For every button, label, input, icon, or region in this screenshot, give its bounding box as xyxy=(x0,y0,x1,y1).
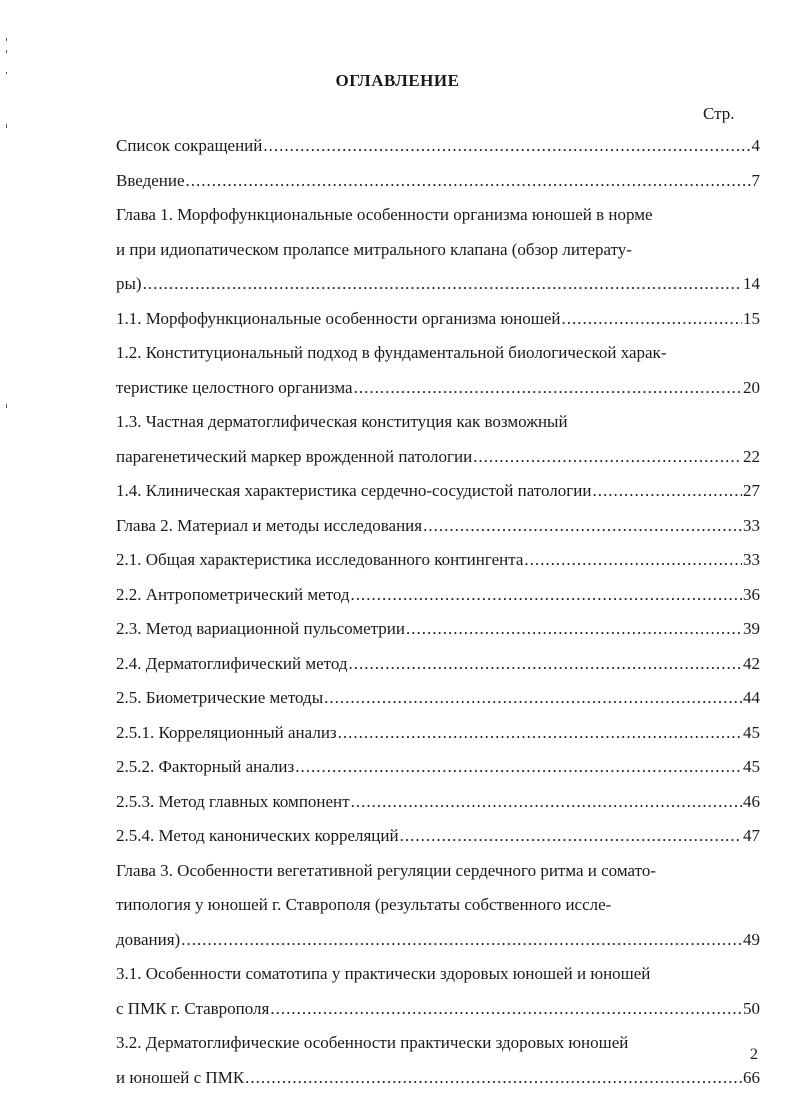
leader-dots xyxy=(351,790,742,814)
toc-entry[interactable] xyxy=(116,1066,760,1090)
toc-entry[interactable] xyxy=(116,686,760,710)
leader-dots xyxy=(263,134,750,158)
toc-entry-text: 2.5.2. Факторный анализ xyxy=(116,757,295,776)
toc-entry[interactable] xyxy=(116,755,760,779)
leader-dots xyxy=(592,479,742,503)
toc-entry-continued-line xyxy=(116,410,568,434)
page-column-label: Стр. xyxy=(703,104,735,123)
toc-entry-text: 1.4. Клиническая характеристика сердечно-сосудистой патологии xyxy=(116,481,592,500)
toc-page-number: 14 xyxy=(743,274,760,293)
scan-mark xyxy=(6,404,7,408)
leader-dots xyxy=(338,721,742,745)
toc-entry-text: с ПМК г. Ставрополя xyxy=(116,998,270,1018)
toc-entry[interactable] xyxy=(116,376,760,400)
toc-entry-continued-line xyxy=(116,203,653,227)
leader-dots xyxy=(324,686,742,710)
toc-page-number: 47 xyxy=(743,826,760,845)
toc-entry-continued-line xyxy=(116,341,666,365)
toc-page-number: 49 xyxy=(743,929,760,949)
toc-entry-text: дования) xyxy=(116,929,181,949)
leader-dots xyxy=(524,548,742,572)
toc-entry-text: 2.3. Метод вариационной пульсометрии xyxy=(116,619,405,638)
leader-dots xyxy=(143,272,742,296)
toc-page-number: 39 xyxy=(743,619,760,638)
toc-page-number: 33 xyxy=(743,515,760,535)
toc-entry[interactable] xyxy=(116,997,760,1021)
toc-entry[interactable] xyxy=(116,169,760,193)
toc-entry-text: Глава 3. Особенности вегетативной регуляции сердечного ритма и сомато- xyxy=(116,860,656,880)
toc-entry-text: 3.1. Особенности соматотипа у практически здоровых юношей и юношей xyxy=(116,964,651,983)
toc-entry-continued-line xyxy=(116,859,656,883)
toc-entry[interactable] xyxy=(116,548,760,572)
toc-page-number: 66 xyxy=(743,1067,760,1087)
leader-dots xyxy=(473,445,742,469)
scan-mark xyxy=(6,50,7,53)
toc-entry-text: и при идиопатическом пролапсе митрального клапана (обзор литерату- xyxy=(116,239,632,259)
toc-entry[interactable] xyxy=(116,445,760,469)
toc-entry-text: ры) xyxy=(116,274,142,293)
toc-page-number: 20 xyxy=(743,377,760,397)
toc-entry[interactable] xyxy=(116,617,760,641)
leader-dots xyxy=(400,824,742,848)
toc-entry-text: Введение xyxy=(116,170,185,190)
toc-page-number: 15 xyxy=(743,308,760,328)
toc-page-number: 45 xyxy=(743,757,760,776)
toc-entry[interactable] xyxy=(116,272,760,296)
toc-entry-text: 3.2. Дерматоглифические особенности практически здоровых юношей xyxy=(116,1033,629,1052)
toc-entry-continued-line xyxy=(116,238,632,262)
toc-entry-text: и юношей с ПМК xyxy=(116,1067,245,1087)
toc-entry[interactable] xyxy=(116,307,760,331)
toc-page-number: 36 xyxy=(743,584,760,604)
scan-mark xyxy=(6,72,7,74)
leader-dots xyxy=(423,514,742,538)
leader-dots xyxy=(270,997,742,1021)
toc-page-number: 22 xyxy=(743,446,760,466)
toc-page-number: 42 xyxy=(743,653,760,673)
toc-page-number: 50 xyxy=(743,998,760,1018)
scan-mark xyxy=(6,124,7,128)
scan-mark xyxy=(6,38,7,41)
toc-entry-text: 2.1. Общая характеристика исследованного контингента xyxy=(116,550,524,569)
toc-entry-text: 2.5.3. Метод главных компонент xyxy=(116,791,350,811)
toc-page-number: 45 xyxy=(743,722,760,742)
toc-entry[interactable] xyxy=(116,583,760,607)
leader-dots xyxy=(406,617,742,641)
toc-entry-text: 1.2. Конституциональный подход в фундаментальной биологической харак- xyxy=(116,343,667,362)
toc-entry[interactable] xyxy=(116,928,760,952)
toc-entry-text: 2.5.4. Метод канонических корреляций xyxy=(116,826,399,845)
leader-dots xyxy=(351,583,742,607)
toc-entry-text: Глава 2. Материал и методы исследования xyxy=(116,515,423,535)
toc-entry-text: 2.4. Дерматоглифический метод xyxy=(116,653,348,673)
toc-page-number: 44 xyxy=(743,688,760,707)
toc-entry[interactable] xyxy=(116,479,760,503)
leader-dots xyxy=(354,376,742,400)
toc-page-number: 46 xyxy=(743,791,760,811)
leader-dots xyxy=(186,169,751,193)
page-number: 2 xyxy=(750,1046,758,1063)
toc-entry-continued-line xyxy=(116,1031,628,1055)
toc-entry-text: типология у юношей г. Ставрополя (результаты собственного иссле- xyxy=(116,895,612,914)
toc-entry[interactable] xyxy=(116,652,760,676)
leader-dots xyxy=(181,928,742,952)
toc-entry-text: Глава 1. Морфофункциональные особенности организма юношей в норме xyxy=(116,205,653,224)
leader-dots xyxy=(561,307,742,331)
toc-page-number: 4 xyxy=(751,136,760,155)
toc-entry-text: 1.1. Морфофункциональные особенности организма юношей xyxy=(116,308,561,328)
leader-dots xyxy=(245,1066,742,1090)
toc-entry-text: теристике целостного организма xyxy=(116,377,353,397)
toc-entry[interactable] xyxy=(116,134,760,158)
toc-entry[interactable] xyxy=(116,721,760,745)
toc-entry-text: 2.2. Антропометрический метод xyxy=(116,584,350,604)
toc-entry[interactable] xyxy=(116,514,760,538)
toc-entry-text: 2.5.1. Корреляционный анализ xyxy=(116,722,337,742)
toc-page-number: 33 xyxy=(743,550,760,569)
toc-page-number: 27 xyxy=(743,481,760,500)
toc-entry-continued-line xyxy=(116,893,611,917)
toc-page-number: 7 xyxy=(751,170,760,190)
toc-entry-continued-line xyxy=(116,962,650,986)
leader-dots xyxy=(295,755,742,779)
toc-entry-text: 2.5. Биометрические методы xyxy=(116,688,324,707)
toc-entry-text: парагенетический маркер врожденной патологии xyxy=(116,446,473,466)
toc-entry-text: 1.3. Частная дерматоглифическая конституция как возможный xyxy=(116,412,568,431)
toc-entry[interactable] xyxy=(116,790,760,814)
toc-entry-text: Список сокращений xyxy=(116,136,263,155)
toc-entry[interactable] xyxy=(116,824,760,848)
leader-dots xyxy=(349,652,742,676)
page-title: ОГЛАВЛЕНИЕ xyxy=(335,71,460,90)
